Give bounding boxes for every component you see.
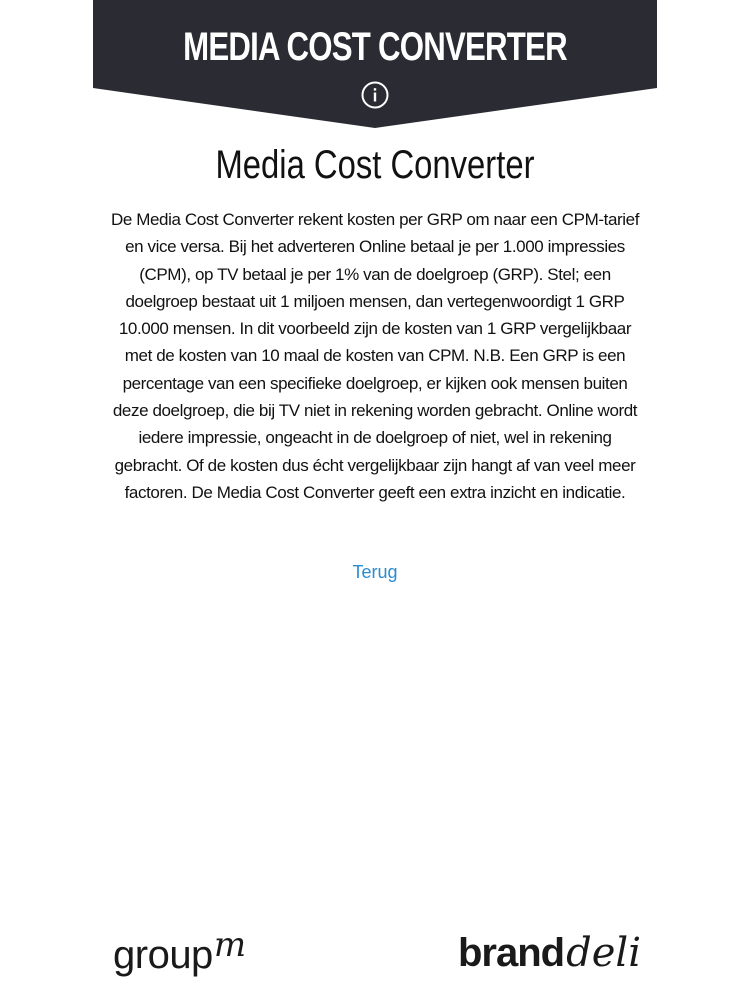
groupm-logo-sup: m <box>213 925 246 965</box>
back-link[interactable] <box>0 562 750 583</box>
branddeli-logo-brand: brand <box>458 931 565 975</box>
header-title: MEDIA COST CONVERTER <box>183 25 567 69</box>
back-link-label[interactable]: Terug <box>352 562 398 582</box>
groupm-logo <box>113 925 246 985</box>
branddeli-logo-deli: deli <box>566 930 641 976</box>
info-icon[interactable] <box>360 80 390 110</box>
branddeli-logo <box>458 930 641 990</box>
header-banner <box>93 0 657 128</box>
description-text: De Media Cost Converter rekent kosten per GRP om naar een CPM-tarief en vice versa. Bij het adverteren Online betaal je per 1.000 impressies (CPM), op TV betaal je per 1% van de doelgroep (GRP). Stel; een doelgroep bestaat uit 1 miljoen mensen, dan vertegenwoordigt 1 GRP 10.000 mensen. In dit voorbeeld zijn de kosten van 1 GRP vergelijkbaar met de kosten van 10 maal de kosten van CPM. N.B. Een GRP is een percentage van een specifieke doelgroep, er kijken ook mensen buiten deze doelgroep, die bij TV niet in rekening worden gebracht. Online wordt iedere impressie, ongeacht in de doelgroep of niet, wel in rekening gebracht. Of de kosten dus écht vergelijkbaar zijn hangt af van veel meer factoren. De Media Cost Converter geeft een extra inzicht en indicatie. <box>110 210 640 502</box>
groupm-logo-base: group <box>113 933 213 977</box>
page-title: Media Cost Converter <box>215 143 535 187</box>
